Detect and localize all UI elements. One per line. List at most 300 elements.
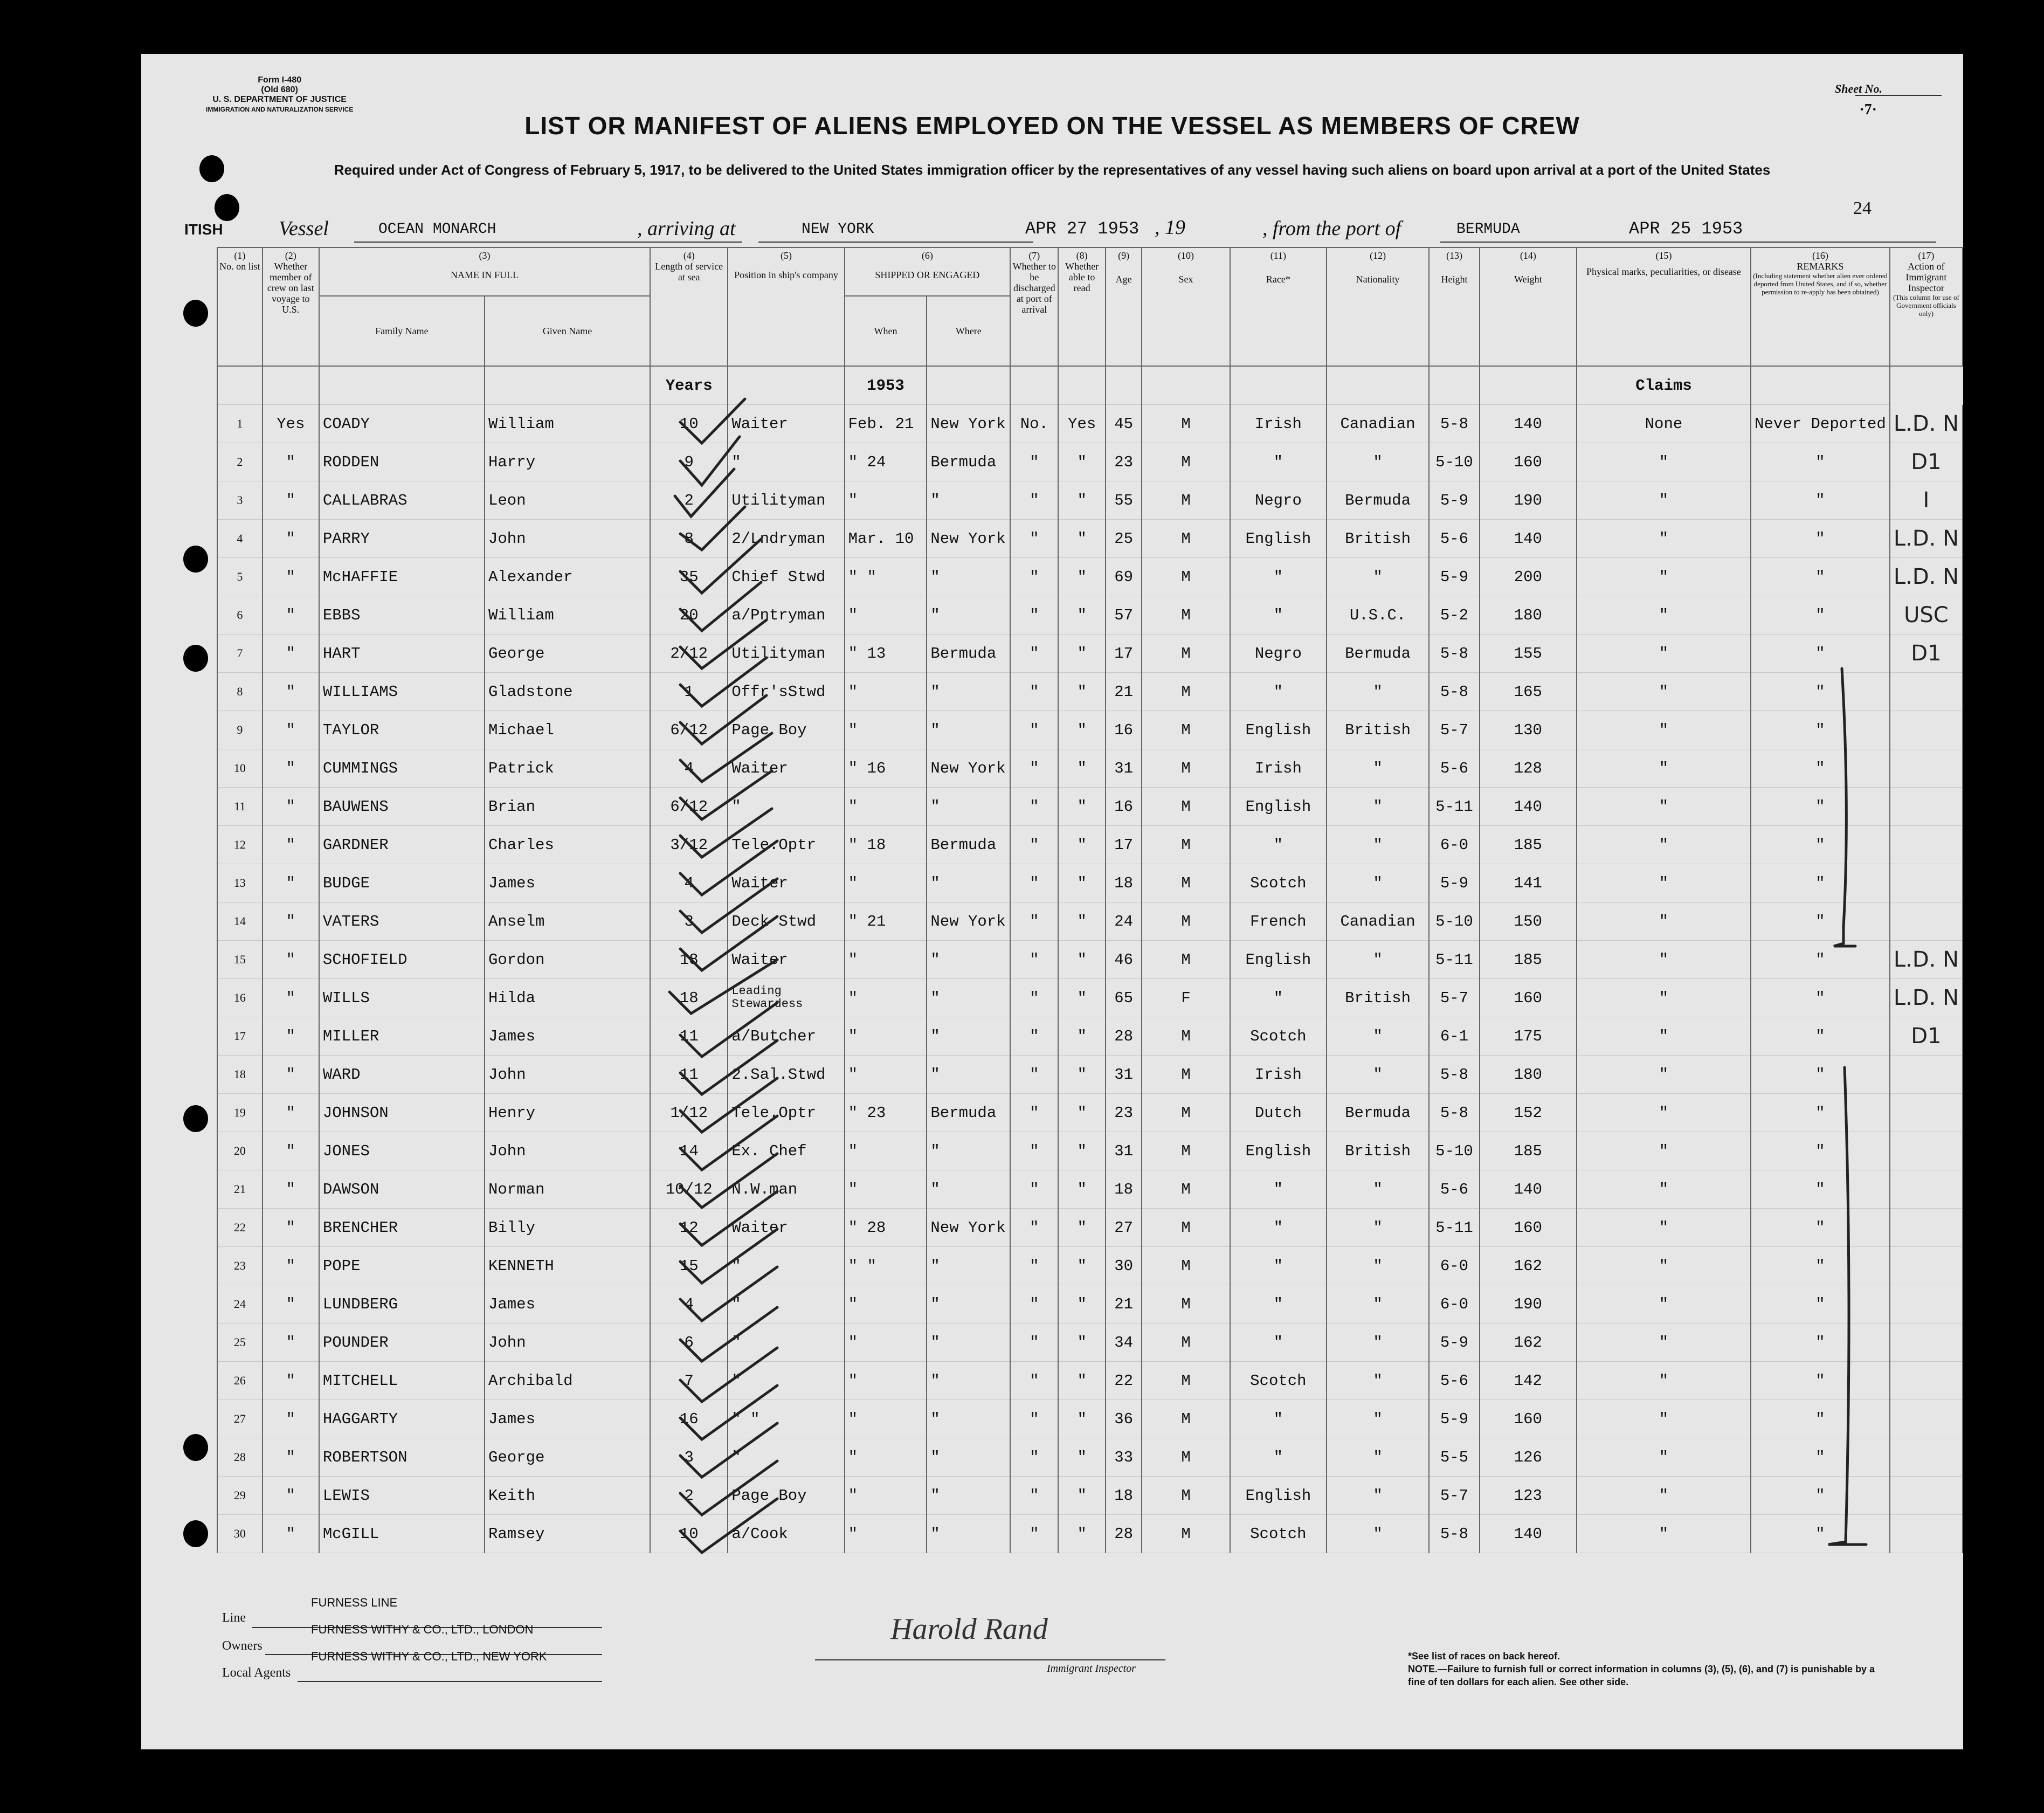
- length-of-service: 12: [650, 1209, 728, 1247]
- shipped-where: ": [927, 1323, 1010, 1362]
- nationality: ": [1327, 443, 1429, 481]
- shipped-when: ": [845, 1477, 927, 1515]
- row-number: 2: [217, 443, 263, 481]
- physical-marks: ": [1577, 902, 1751, 941]
- nationality: ": [1327, 1209, 1429, 1247]
- to-be-discharged: ": [1010, 979, 1058, 1017]
- position: Leading Stewardess: [728, 979, 844, 1017]
- row-number: 26: [217, 1362, 263, 1400]
- position: " ": [728, 1400, 844, 1438]
- sex: M: [1142, 1170, 1230, 1209]
- age: 21: [1106, 1285, 1142, 1323]
- col-header-discharged: (7) Whether to be discharged at port of arrival: [1010, 247, 1058, 366]
- weight: 140: [1480, 1515, 1577, 1553]
- vessel-label: Vessel: [279, 217, 329, 240]
- inspector-action: D1: [1890, 1017, 1963, 1056]
- agents-label: Local Agents: [222, 1666, 291, 1680]
- shipped-when: ": [845, 596, 927, 635]
- shipped-when: ": [845, 1056, 927, 1094]
- to-be-discharged: ": [1010, 635, 1058, 673]
- family-name: VATERS: [319, 902, 485, 941]
- length-of-service: 8: [650, 520, 728, 558]
- physical-marks: ": [1577, 788, 1751, 826]
- to-be-discharged: ": [1010, 1362, 1058, 1400]
- race: ": [1230, 1247, 1327, 1285]
- row-number: 1: [217, 405, 263, 443]
- inspector-action: USC: [1890, 596, 1963, 635]
- row-number: 13: [217, 864, 263, 902]
- weight: 140: [1480, 520, 1577, 558]
- shipped-where: ": [927, 481, 1010, 520]
- physical-marks: ": [1577, 1209, 1751, 1247]
- length-of-service: 4: [650, 749, 728, 788]
- col-header-position: (5) Position in ship's company: [728, 247, 844, 366]
- race: ": [1230, 558, 1327, 596]
- checkmark: [675, 469, 734, 516]
- height: 5-8: [1429, 405, 1480, 443]
- sheet-label: Sheet No.: [1835, 82, 1882, 95]
- row-number: 21: [217, 1170, 263, 1209]
- vessel-prefix: ITISH: [184, 221, 223, 238]
- height: 5-6: [1429, 1362, 1480, 1400]
- shipped-when: ": [845, 1323, 927, 1362]
- weight: 155: [1480, 635, 1577, 673]
- shipped-where: New York: [927, 520, 1010, 558]
- weight: 126: [1480, 1438, 1577, 1477]
- height: 5-7: [1429, 1477, 1480, 1515]
- family-name: McHAFFIE: [319, 558, 485, 596]
- physical-marks: ": [1577, 1400, 1751, 1438]
- family-name: MILLER: [319, 1017, 485, 1056]
- length-of-service: 35: [650, 558, 728, 596]
- weight: 185: [1480, 941, 1577, 979]
- age: 31: [1106, 1056, 1142, 1094]
- length-of-service: 6/12: [650, 788, 728, 826]
- family-name: WILLIAMS: [319, 673, 485, 711]
- to-be-discharged: ": [1010, 941, 1058, 979]
- from-port: BERMUDA: [1456, 221, 1520, 238]
- col-header-weight: (14) Weight: [1480, 247, 1577, 366]
- nationality: ": [1327, 1285, 1429, 1323]
- age: 33: [1106, 1438, 1142, 1477]
- family-name: CALLABRAS: [319, 481, 485, 520]
- family-name: DAWSON: [319, 1170, 485, 1209]
- physical-marks: ": [1577, 1132, 1751, 1170]
- shipped-year: 1953: [845, 366, 927, 405]
- age: 30: [1106, 1247, 1142, 1285]
- last-voyage: ": [263, 443, 319, 481]
- position: ": [728, 443, 844, 481]
- last-voyage: ": [263, 902, 319, 941]
- given-name: Michael: [485, 711, 650, 749]
- length-of-service: 1/12: [650, 1094, 728, 1132]
- to-be-discharged: ": [1010, 1170, 1058, 1209]
- races-note: *See list of races on back hereof.: [1408, 1651, 1560, 1662]
- row-number: 30: [217, 1515, 263, 1553]
- remarks: ": [1751, 1438, 1890, 1477]
- weight: 162: [1480, 1247, 1577, 1285]
- row-number: 17: [217, 1017, 263, 1056]
- last-voyage: ": [263, 979, 319, 1017]
- service-unit: Years: [650, 366, 728, 405]
- race: ": [1230, 1438, 1327, 1477]
- sex: F: [1142, 979, 1230, 1017]
- length-of-service: 4: [650, 1285, 728, 1323]
- manifest-subtitle: Required under Act of Congress of February 5, 1917, to be delivered to the United States immigration officer by the representatives of any vessel having such aliens on board upon arrival at a port of the United States: [334, 162, 1771, 178]
- nationality: U.S.C.: [1327, 596, 1429, 635]
- col-header-read: (8) Whether able to read: [1058, 247, 1105, 366]
- race: Negro: [1230, 481, 1327, 520]
- length-of-service: 6/12: [650, 711, 728, 749]
- to-be-discharged: ": [1010, 749, 1058, 788]
- age: 17: [1106, 826, 1142, 864]
- weight: 190: [1480, 481, 1577, 520]
- family-name: POUNDER: [319, 1323, 485, 1362]
- nationality: Canadian: [1327, 405, 1429, 443]
- age: 69: [1106, 558, 1142, 596]
- given-name: KENNETH: [485, 1247, 650, 1285]
- physical-marks: ": [1577, 941, 1751, 979]
- sheet-number: ·7·: [1859, 101, 1877, 118]
- age: 18: [1106, 864, 1142, 902]
- physical-marks: ": [1577, 1094, 1751, 1132]
- col-header-marks: (15) Physical marks, peculiarities, or disease: [1577, 247, 1751, 366]
- height: 5-6: [1429, 749, 1480, 788]
- to-be-discharged: ": [1010, 1477, 1058, 1515]
- last-voyage: ": [263, 1247, 319, 1285]
- shipped-where: ": [927, 1247, 1010, 1285]
- inspector-action: L.D. N: [1890, 558, 1963, 596]
- col-header-given-name: Given Name: [485, 296, 650, 366]
- race: ": [1230, 1400, 1327, 1438]
- weight: 160: [1480, 443, 1577, 481]
- weight: 162: [1480, 1323, 1577, 1362]
- shipped-where: ": [927, 673, 1010, 711]
- able-to-read: ": [1058, 1438, 1105, 1477]
- last-voyage: ": [263, 1362, 319, 1400]
- weight: 141: [1480, 864, 1577, 902]
- arriving-port: NEW YORK: [802, 221, 874, 238]
- remarks: ": [1751, 1515, 1890, 1553]
- race: ": [1230, 1209, 1327, 1247]
- remarks: ": [1751, 635, 1890, 673]
- to-be-discharged: ": [1010, 1323, 1058, 1362]
- nationality: ": [1327, 1323, 1429, 1362]
- to-be-discharged: ": [1010, 788, 1058, 826]
- shipped-where: ": [927, 864, 1010, 902]
- age: 45: [1106, 405, 1142, 443]
- shipped-when: ": [845, 1438, 927, 1477]
- shipped-when: ": [845, 1362, 927, 1400]
- weight: 165: [1480, 673, 1577, 711]
- col-header-height: (13) Height: [1429, 247, 1480, 366]
- remarks: ": [1751, 481, 1890, 520]
- age: 22: [1106, 1362, 1142, 1400]
- last-voyage: ": [263, 635, 319, 673]
- able-to-read: ": [1058, 788, 1105, 826]
- length-of-service: 1: [650, 673, 728, 711]
- checkmark: [669, 960, 777, 1014]
- age: 23: [1106, 1094, 1142, 1132]
- able-to-read: ": [1058, 902, 1105, 941]
- weight: 180: [1480, 1056, 1577, 1094]
- age: 28: [1106, 1515, 1142, 1553]
- col-header-where: Where: [927, 296, 1010, 366]
- weight: 130: [1480, 711, 1577, 749]
- inspector-action: I: [1890, 481, 1963, 520]
- position: Waiter: [728, 749, 844, 788]
- position: Utilityman: [728, 481, 844, 520]
- row-number: 14: [217, 902, 263, 941]
- able-to-read: ": [1058, 481, 1105, 520]
- age: 65: [1106, 979, 1142, 1017]
- height: 5-10: [1429, 443, 1480, 481]
- shipped-where: ": [927, 1132, 1010, 1170]
- family-name: McGILL: [319, 1515, 485, 1553]
- age: 31: [1106, 749, 1142, 788]
- shipped-when: ": [845, 941, 927, 979]
- remarks: ": [1751, 788, 1890, 826]
- row-number: 29: [217, 1477, 263, 1515]
- shipped-where: ": [927, 1438, 1010, 1477]
- to-be-discharged: ": [1010, 1247, 1058, 1285]
- remarks: ": [1751, 1323, 1890, 1362]
- given-name: Harry: [485, 443, 650, 481]
- length-of-service: 18: [650, 941, 728, 979]
- shipped-where: ": [927, 1400, 1010, 1438]
- height: 5-7: [1429, 711, 1480, 749]
- physical-marks: ": [1577, 1170, 1751, 1209]
- race: English: [1230, 1132, 1327, 1170]
- checkmark: [680, 658, 766, 706]
- sex: M: [1142, 405, 1230, 443]
- remarks: ": [1751, 941, 1890, 979]
- physical-marks: ": [1577, 596, 1751, 635]
- last-voyage: ": [263, 481, 319, 520]
- col-header-family-name: Family Name: [319, 296, 485, 366]
- arriving-label: , arriving at: [637, 217, 736, 240]
- physical-marks: ": [1577, 979, 1751, 1017]
- given-name: George: [485, 635, 650, 673]
- race: Scotch: [1230, 1362, 1327, 1400]
- weight: 185: [1480, 1132, 1577, 1170]
- able-to-read: ": [1058, 1209, 1105, 1247]
- row-number: 7: [217, 635, 263, 673]
- race: English: [1230, 1477, 1327, 1515]
- able-to-read: ": [1058, 1017, 1105, 1056]
- age: 24: [1106, 902, 1142, 941]
- remarks: ": [1751, 1056, 1890, 1094]
- vessel-name: OCEAN MONARCH: [378, 221, 496, 238]
- col-header-sex: (10) Sex: [1142, 247, 1230, 366]
- nationality: British: [1327, 711, 1429, 749]
- action-bracket: [1828, 1067, 1866, 1545]
- row-number: 9: [217, 711, 263, 749]
- family-name: HAGGARTY: [319, 1400, 485, 1438]
- weight: 160: [1480, 979, 1577, 1017]
- shipped-where: ": [927, 788, 1010, 826]
- last-voyage: ": [263, 749, 319, 788]
- family-name: WARD: [319, 1056, 485, 1094]
- to-be-discharged: ": [1010, 1056, 1058, 1094]
- race: Dutch: [1230, 1094, 1327, 1132]
- manifest-title: LIST OR MANIFEST OF ALIENS EMPLOYED ON THE VESSEL AS MEMBERS OF CREW: [524, 112, 1580, 140]
- given-name: John: [485, 1056, 650, 1094]
- physical-marks: ": [1577, 1438, 1751, 1477]
- remarks: ": [1751, 749, 1890, 788]
- remarks: ": [1751, 1362, 1890, 1400]
- remarks: ": [1751, 673, 1890, 711]
- sex: M: [1142, 788, 1230, 826]
- shipped-where: ": [927, 1285, 1010, 1323]
- weight: 185: [1480, 826, 1577, 864]
- position: a/Butcher: [728, 1017, 844, 1056]
- weight: 123: [1480, 1477, 1577, 1515]
- remarks: ": [1751, 1132, 1890, 1170]
- shipped-when: ": [845, 711, 927, 749]
- penalty-note: NOTE.—Failure to furnish full or correct information in columns (3), (5), (6), and (7) is punishable by a fine of ten dollars for each alien. See other side.: [1408, 1664, 1875, 1687]
- nationality: ": [1327, 558, 1429, 596]
- age: 34: [1106, 1323, 1142, 1362]
- length-of-service: 3: [650, 1438, 728, 1477]
- shipped-where: New York: [927, 1209, 1010, 1247]
- checkmark: [680, 809, 772, 857]
- family-name: BAUWENS: [319, 788, 485, 826]
- sex: M: [1142, 596, 1230, 635]
- physical-marks: ": [1577, 520, 1751, 558]
- remarks: ": [1751, 520, 1890, 558]
- able-to-read: ": [1058, 711, 1105, 749]
- able-to-read: ": [1058, 1170, 1105, 1209]
- family-name: JOHNSON: [319, 1094, 485, 1132]
- age: 17: [1106, 635, 1142, 673]
- position: Waiter: [728, 941, 844, 979]
- given-name: John: [485, 1132, 650, 1170]
- shipped-when: ": [845, 673, 927, 711]
- weight: 160: [1480, 1209, 1577, 1247]
- row-number: 4: [217, 520, 263, 558]
- able-to-read: ": [1058, 1515, 1105, 1553]
- given-name: Hilda: [485, 979, 650, 1017]
- nationality: ": [1327, 1170, 1429, 1209]
- height: 5-8: [1429, 1515, 1480, 1553]
- position: 2/Lndryman: [728, 520, 844, 558]
- last-voyage: ": [263, 711, 319, 749]
- race: ": [1230, 673, 1327, 711]
- length-of-service: 15: [650, 1247, 728, 1285]
- last-voyage: ": [263, 1094, 319, 1132]
- sex: M: [1142, 558, 1230, 596]
- able-to-read: ": [1058, 826, 1105, 864]
- nationality: British: [1327, 1132, 1429, 1170]
- inspector-action: L.D. N: [1890, 979, 1963, 1017]
- family-name: ROBERTSON: [319, 1438, 485, 1477]
- sex: M: [1142, 520, 1230, 558]
- given-name: Ramsey: [485, 1515, 650, 1553]
- position: a/Cook: [728, 1515, 844, 1553]
- race: ": [1230, 596, 1327, 635]
- physical-marks: ": [1577, 1017, 1751, 1056]
- shipped-where: ": [927, 1056, 1010, 1094]
- to-be-discharged: ": [1010, 673, 1058, 711]
- inspector-action: L.D. N: [1890, 941, 1963, 979]
- given-name: William: [485, 596, 650, 635]
- given-name: John: [485, 1323, 650, 1362]
- row-number: 15: [217, 941, 263, 979]
- shipped-when: " 21: [845, 902, 927, 941]
- shipped-where: Bermuda: [927, 443, 1010, 481]
- last-voyage: ": [263, 520, 319, 558]
- position: Deck Stwd: [728, 902, 844, 941]
- height: 6-0: [1429, 826, 1480, 864]
- given-name: Archibald: [485, 1362, 650, 1400]
- to-be-discharged: No.: [1010, 405, 1058, 443]
- remarks: ": [1751, 1209, 1890, 1247]
- height: 5-9: [1429, 864, 1480, 902]
- height: 5-8: [1429, 1056, 1480, 1094]
- checkmark: [680, 733, 772, 782]
- race: ": [1230, 1323, 1327, 1362]
- length-of-service: 9: [650, 443, 728, 481]
- given-name: James: [485, 1400, 650, 1438]
- able-to-read: ": [1058, 1400, 1105, 1438]
- departure-date: APR 25 1953: [1629, 219, 1743, 239]
- form-number: Form I-480: [258, 75, 302, 85]
- col-header-race: (11) Race*: [1230, 247, 1327, 366]
- length-of-service: 6: [650, 1323, 728, 1362]
- given-name: Charles: [485, 826, 650, 864]
- shipped-when: Mar. 10: [845, 520, 927, 558]
- last-voyage: ": [263, 1477, 319, 1515]
- col-header-service: (4) Length of service at sea: [650, 247, 728, 366]
- shipped-where: Bermuda: [927, 1094, 1010, 1132]
- col-header-shipped: (6) SHIPPED OR ENGAGED: [845, 247, 1011, 296]
- department-name: U. S. DEPARTMENT OF JUSTICE: [212, 95, 347, 104]
- checkmark: [680, 620, 766, 668]
- from-label: , from the port of: [1262, 217, 1401, 240]
- nationality: ": [1327, 1362, 1429, 1400]
- position: a/Pntryman: [728, 596, 844, 635]
- age: 57: [1106, 596, 1142, 635]
- row-number: 6: [217, 596, 263, 635]
- height: 5-2: [1429, 596, 1480, 635]
- shipped-when: " 16: [845, 749, 927, 788]
- race: ": [1230, 443, 1327, 481]
- able-to-read: ": [1058, 520, 1105, 558]
- race: English: [1230, 711, 1327, 749]
- row-number: 12: [217, 826, 263, 864]
- physical-marks: ": [1577, 481, 1751, 520]
- able-to-read: ": [1058, 1094, 1105, 1132]
- nationality: British: [1327, 520, 1429, 558]
- race: Scotch: [1230, 1017, 1327, 1056]
- to-be-discharged: ": [1010, 826, 1058, 864]
- shipped-where: ": [927, 1515, 1010, 1553]
- to-be-discharged: ": [1010, 1209, 1058, 1247]
- col-header-when: When: [845, 296, 927, 366]
- able-to-read: ": [1058, 1056, 1105, 1094]
- able-to-read: ": [1058, 941, 1105, 979]
- position: ": [728, 1247, 844, 1285]
- checkmark: [680, 539, 761, 593]
- remarks: ": [1751, 864, 1890, 902]
- height: 5-9: [1429, 481, 1480, 520]
- nationality: ": [1327, 1247, 1429, 1285]
- weight: 200: [1480, 558, 1577, 596]
- age: 16: [1106, 788, 1142, 826]
- to-be-discharged: ": [1010, 711, 1058, 749]
- to-be-discharged: ": [1010, 558, 1058, 596]
